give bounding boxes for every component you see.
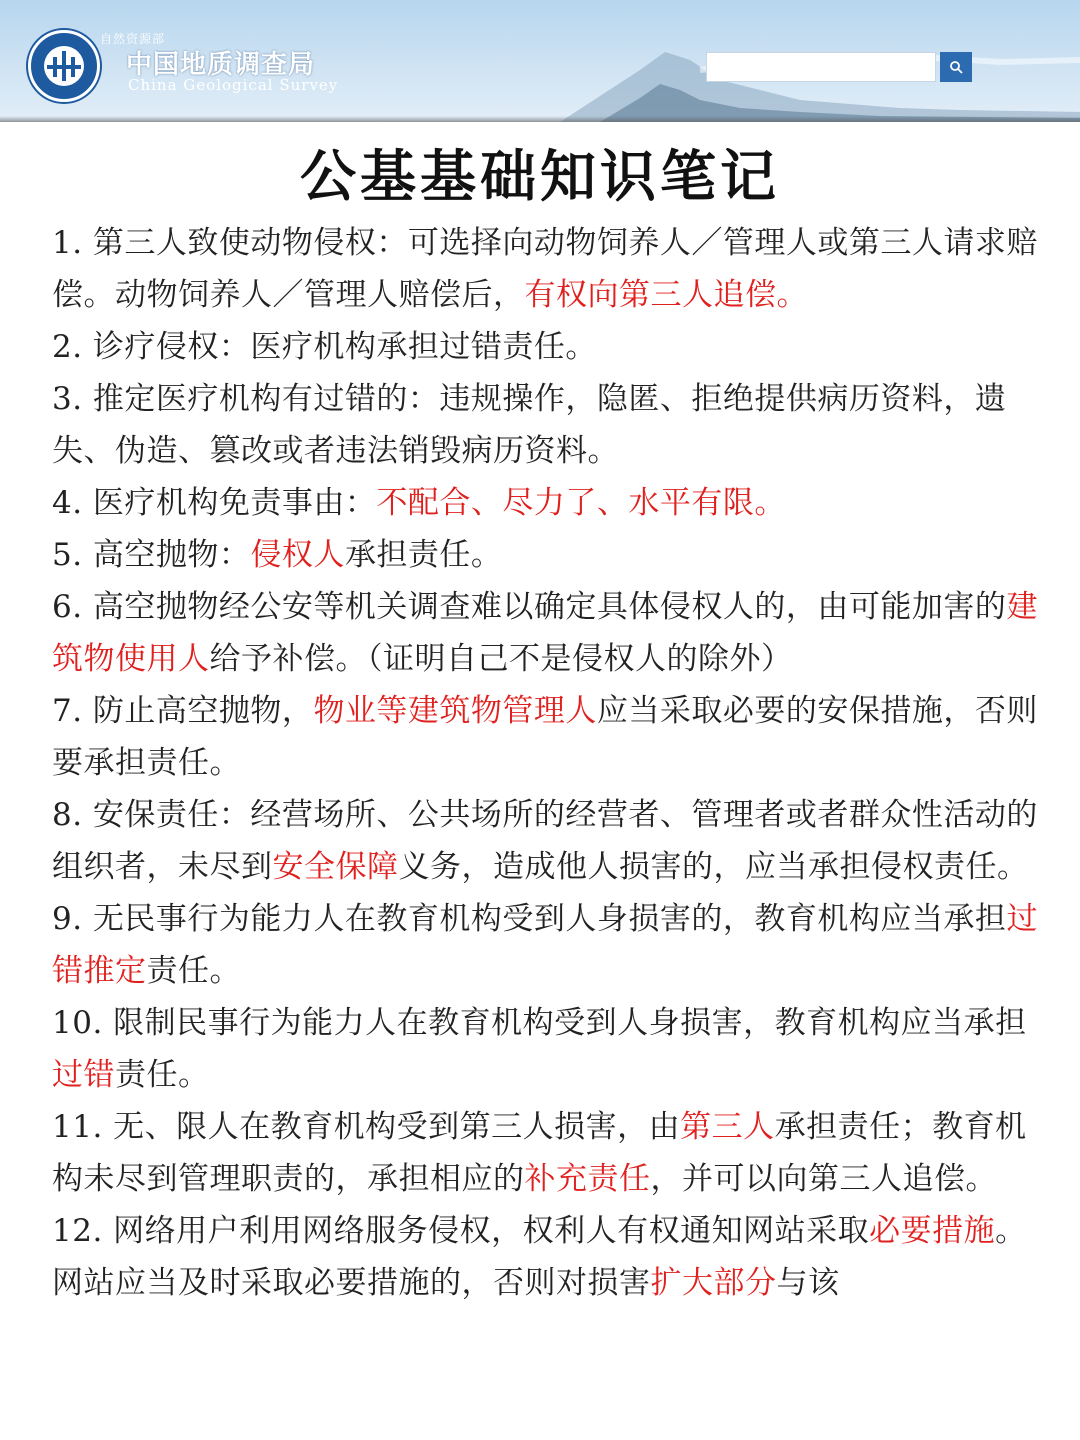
notes-list	[0, 217, 1080, 1309]
note-text: 4. 医疗机构免责事由：	[52, 485, 377, 522]
note-highlight: 第三人	[680, 1109, 775, 1146]
note-text: 8. 安保责任：经营场所、公共场所的经营者、管理者或者群众性活动的组织者，未尽到	[52, 797, 1038, 886]
site-header	[0, 0, 1080, 122]
note-text: 1. 第三人致使动物侵权：可选择向动物饲养人／管理人或第三人请求赔偿。动物饲养人／管理人赔偿后，	[52, 225, 1038, 314]
note-highlight: 建筑物使用人	[52, 589, 1038, 678]
note-highlight: 侵权人	[250, 537, 345, 574]
note-text: 11. 无、限人在教育机构受到第三人损害，由	[52, 1109, 681, 1146]
note-text: 10. 限制民事行为能力人在教育机构受到人身损害，教育机构应当承担	[52, 1005, 1027, 1042]
note-highlight: 过错推定	[52, 901, 1038, 990]
note-text: 12. 网络用户利用网络服务侵权，权利人有权通知网站采取	[52, 1213, 870, 1250]
note-item	[52, 685, 1040, 789]
search-input[interactable]	[706, 52, 936, 82]
note-text: 9. 无民事行为能力人在教育机构受到人身损害的，教育机构应当承担	[52, 901, 1007, 938]
note-item	[52, 321, 1040, 373]
cgs-logo	[28, 30, 100, 102]
note-text: 承担责任。	[344, 537, 503, 574]
search-icon	[949, 60, 963, 74]
note-text: 责任。	[115, 1057, 210, 1094]
note-highlight: 扩大部分	[650, 1265, 777, 1302]
note-item	[52, 997, 1040, 1101]
note-item	[52, 217, 1040, 321]
note-item	[52, 529, 1040, 581]
note-highlight: 物业等建筑物管理人	[313, 693, 597, 730]
note-text: 7. 防止高空抛物，	[52, 693, 314, 730]
note-text: 。网站应当及时采取必要措施的，否则对损害	[52, 1213, 1027, 1302]
note-item	[52, 789, 1040, 893]
note-item	[52, 373, 1040, 477]
note-text: 承担责任；教育机构未尽到管理职责的，承担相应的	[52, 1109, 1027, 1198]
note-highlight: 过错	[52, 1057, 115, 1094]
note-item	[52, 893, 1040, 997]
header-divider	[0, 116, 1080, 122]
note-item	[52, 1101, 1040, 1205]
note-highlight: 有权向第三人追偿。	[524, 277, 808, 314]
note-text: 5. 高空抛物：	[52, 537, 251, 574]
note-text: 义务，造成他人损害的，应当承担侵权责任。	[398, 849, 1029, 886]
ministry-label: 自然资源部	[100, 32, 166, 46]
note-text: 6. 高空抛物经公安等机关调查难以确定具体侵权人的，由可能加害的	[52, 589, 1007, 626]
note-text: 给予补偿。（证明自己不是侵权人的除外）	[209, 641, 793, 678]
note-text: 应当采取必要的安保措施，否则要承担责任。	[52, 693, 1038, 782]
note-highlight: 补充责任	[524, 1161, 651, 1198]
note-highlight: 必要措施	[869, 1213, 996, 1250]
note-item	[52, 581, 1040, 685]
note-text: ，并可以向第三人追偿。	[650, 1161, 997, 1198]
org-english-name: China Geological Survey	[128, 76, 339, 94]
note-highlight: 安全保障	[272, 849, 399, 886]
note-item	[52, 1205, 1040, 1309]
org-name[interactable]: 中国地质调查局	[126, 50, 316, 80]
note-highlight: 不配合、尽力了、水平有限。	[376, 485, 786, 522]
note-text: 与该	[776, 1265, 840, 1302]
note-text: 3. 推定医疗机构有过错的：违规操作，隐匿、拒绝提供病历资料，遗失、伪造、篡改或者违法销毁病历资料。	[52, 381, 1007, 470]
page-title: 公基基础知识笔记	[300, 144, 780, 210]
note-text: 责任。	[146, 953, 241, 990]
note-item	[52, 477, 1040, 529]
search-button[interactable]	[940, 52, 972, 82]
note-text: 2. 诊疗侵权：医疗机构承担过错责任。	[52, 329, 597, 366]
